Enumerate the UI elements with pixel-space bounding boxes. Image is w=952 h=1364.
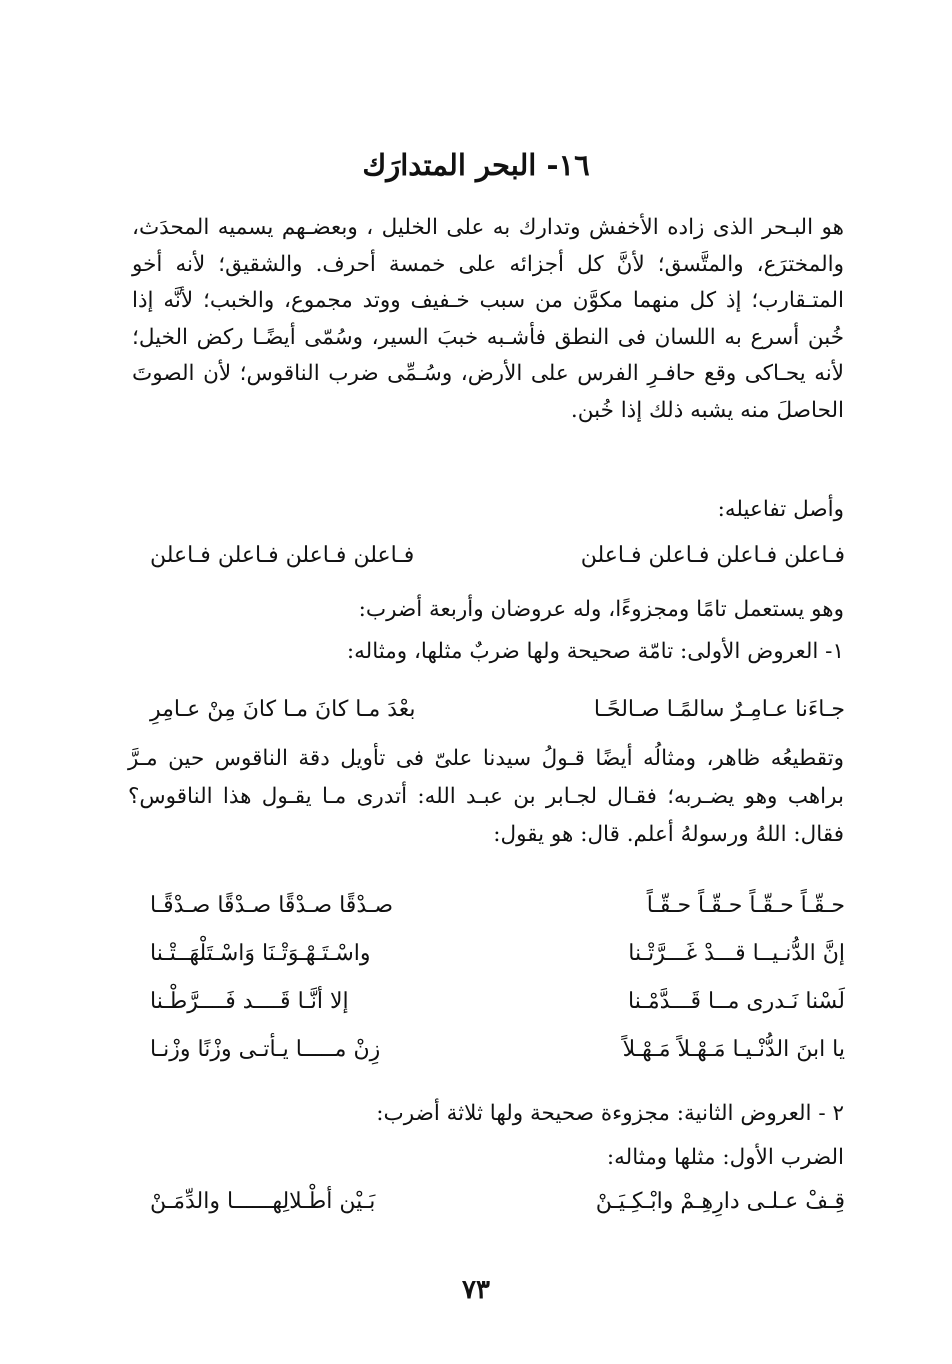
verse-hemistich-right: قِـفْ عـلـى دارِهِـمْ وابْـكِـيَـنْ [595, 1189, 845, 1214]
verse-hemistich-right: يا ابنَ الدُّنْـيـا مَـهْـلاً مَـهْـلاً [622, 1037, 845, 1062]
verse-hemistich-left: واسْـتَـهْـوَتْـنَا وَاسْـتَلْهَــتْـنا [150, 941, 371, 966]
arud1-heading: ١- العروض الأولى: تامّة صحيحة ولها ضربٌ مثلها، ومثاله: [346, 639, 844, 664]
verse-hemistich-right: جـاءَنا عـامِـرٌ سالمًـا صـالحًـا [593, 697, 845, 722]
verse-hemistich-right: فـاعلن فـاعلن فـاعلن فـاعلن [580, 543, 845, 568]
verse-line [150, 884, 845, 928]
verse-line [150, 932, 845, 976]
tafaeel-intro: وأصل تفاعيله: [717, 497, 844, 522]
verse-hemistich-left: إلا أنَّـا قَــــد فَــــرَّطْـنا [150, 989, 349, 1014]
section-title: ١٦- البحر المتدارَك [362, 148, 590, 182]
second-paragraph: وتقطيعُه ظاهر، ومثالُه أيضًا قـولُ سيدنا علىّ فى تأويل دقة الناقوس حين مـرَّ براهب وهو يضـربه؛ فقـال لجـابر بن عبـد الله: أتدرى مـا يقـول هذا الناقوس؟ فقال: اللهُ ورسولهُ أعلم. قال: هو يقول: [128, 746, 844, 847]
verse-line [150, 1028, 845, 1072]
tafaeel-verse [150, 534, 845, 578]
verse-line [150, 980, 845, 1024]
verse-line [150, 1180, 845, 1224]
verse-hemistich-left: صـدْقًا صـدْقًا صـدْقًا صـدْقًـا [150, 893, 393, 918]
verse-hemistich-right: إنَّ الدُّنـيــا قـــدْ غَـــرَّتْـنا [628, 941, 845, 966]
naqus-verses [150, 884, 845, 1072]
verse-hemistich-left: بَـيْن أطْـلالِهــــــا والدِّمَـنْ [150, 1189, 376, 1214]
page-number: ٧٣ [462, 1275, 490, 1305]
usage-line: وهو يستعمل تامًا ومجزوءًا، وله عروضان وأربعة أضرب: [358, 597, 844, 622]
intro-paragraph: هو البـحر الذى زاده الأخفش وتدارك به على الخليل ، وبعضـهم يسميه المحدَث، والمخترَع، والمتَّسق؛ لأنَّ كل أجزائه على خمسة أحرف. والشقيق؛ لأنه أخو المتـقارب؛ إذ كل منهما مكوَّن من سبب خـفيف ووتد مجموع، والخبب؛ لأنَّه إذا خُبن أسرع به اللسان فى النطق فأشـبه خببَ السير، وسُمّى أيضًـا ركض الخيل؛ لأنه يحـاكى وقع حافـرِ الفرس على الأرض، وسُـمِّى ضرب الناقوس؛ لأن الصوتَ الحاصلَ منه يشبه ذلك إذا خُبن. [132, 215, 844, 423]
verse-hemistich-left: زِنْ مـــــا يـأتـى وزْنًا وزْنـا [150, 1037, 381, 1062]
darb1-heading: الضرب الأول: مثلها ومثاله: [606, 1145, 844, 1170]
verse-hemistich-left: بعْدَ مـا كانَ مـا كانَ مِنْ عـامِرِ [150, 697, 416, 722]
verse-hemistich-right: حـقّـاً حـقّـاً حـقّـاً حـقّـاً [646, 893, 845, 918]
verse-line [150, 534, 845, 578]
verse-hemistich-left: فـاعلن فـاعلن فـاعلن فـاعلن [150, 543, 415, 568]
verse3-block [150, 1180, 845, 1224]
arud2-heading: ٢ - العروض الثانية: مجزوءة صحيحة ولها ثلاثة أضرب: [376, 1101, 844, 1126]
verse1-block [150, 688, 845, 732]
verse-line [150, 688, 845, 732]
verse-hemistich-right: لَسْنا نَـدرى مــا قَـــدَّمْـنا [628, 989, 845, 1014]
